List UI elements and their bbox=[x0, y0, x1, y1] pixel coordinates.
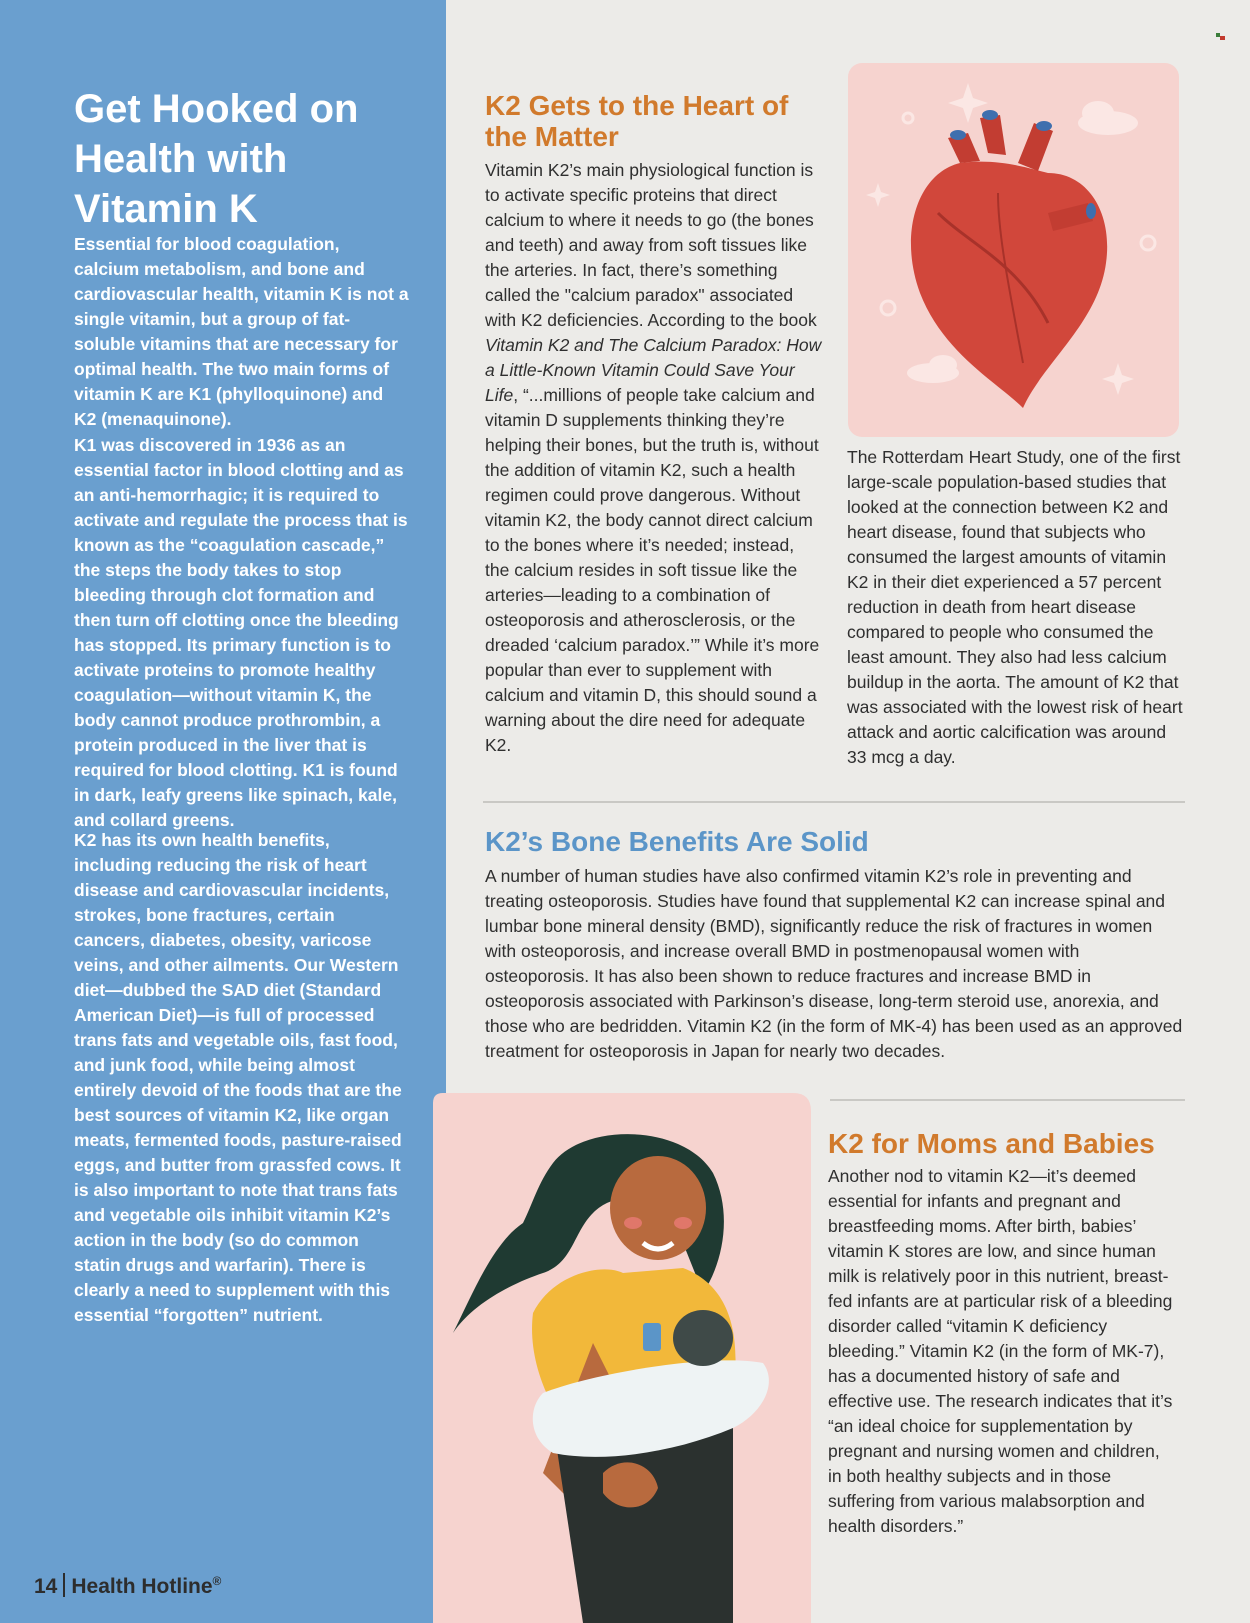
mother-baby-illustration bbox=[433, 1093, 811, 1623]
heart-section-text bbox=[485, 158, 823, 758]
heart-text-part-b: , “...millions of people take calcium and vitamin D supplements thinking they’re helping their bones, but the truth is, without the addition of vitamin K2, such a health regimen could prove dangerous. Without vitamin K2, the body cannot direct calcium to the bones where it’s needed; instead, the calcium resides in soft tissue like the arteries—leading to a combination of osteoporosis and atherosclerosis, or the dreaded ‘calcium paradox.’” While it’s more popular than ever to supplement with calcium and vitamin D, this should sound a warning about the dire need for adequate K2. bbox=[485, 385, 820, 755]
page-footer bbox=[34, 1573, 221, 1599]
k2-paragraph: K2 has its own health benefits, including reducing the risk of heart disease and cardiovascular incidents, strokes, bone fractures, certain cancers, diabetes, obesity, varicose veins, and other ailments. Our Western diet—dubbed the SAD diet (Standard American Diet)—is full of processed trans fats and vegetable oils, fast food, and junk food, while being almost entirely devoid of the foods that are the best sources of vitamin K2, like organ meats, fermented foods, pasture-raised eggs, and butter from grassfed cows. It is also important to note that trans fats and vegetable oils inhibit vitamin K2’s action in the body (so do common statin drugs and warfarin). There is clearly a need to supplement with this essential “forgotten” nutrient. bbox=[74, 830, 402, 1325]
bone-section-text: A number of human studies have also confirmed vitamin K2’s role in preventing and treating osteoporosis. Studies have found that supplemental K2 can increase spinal and lumbar bone mineral density (BMD), significantly reduce the risk of fractures in women with osteoporosis, and increase overall BMD in postmenopausal women with osteoporosis. It has also been shown to reduce fractures and increase BMD in osteoporosis associated with Parkinson’s disease, long-term steroid use, anorexia, and those who are bedridden. Vitamin K2 (in the form of MK-4) has been used as an approved treatment for osteoporosis in Japan for nearly two decades. bbox=[485, 866, 1183, 1061]
page-number: 14 bbox=[34, 1575, 58, 1598]
page-title: Get Hooked on Health with Vitamin K bbox=[74, 87, 359, 231]
heart-text-part-a: Vitamin K2’s main physiological function is to activate specific proteins that direct calcium to where it needs to go (the bones and teeth) and away from soft tissues like the arteries. In fact, there’s something called the "calcium paradox" associated with K2 deficiencies. According to the book bbox=[485, 160, 817, 330]
rotterdam-study-text: The Rotterdam Heart Study, one of the first large-scale population-based studies that looked at the connection between K2 and heart disease, found that subjects who consumed the largest amounts of vitamin K2 in their diet experienced a 57 percent reduction in death from heart disease compared to people who consumed the least amount. They also had less calcium buildup in the aorta. The amount of K2 that was associated with the lowest risk of heart attack and aortic calcification was around 33 mcg a day. bbox=[847, 447, 1183, 767]
moms-section-title: K2 for Moms and Babies bbox=[828, 1128, 1155, 1159]
section-divider-2 bbox=[830, 1099, 1185, 1101]
heart-illustration bbox=[848, 63, 1179, 437]
bone-section-title: K2’s Bone Benefits Are Solid bbox=[485, 826, 869, 857]
left-column bbox=[0, 0, 446, 1623]
book-title: Vitamin K2 and The Calcium Paradox: How a Little-Known Vitamin Could Save Your Life bbox=[485, 335, 822, 405]
moms-section-text: Another nod to vitamin K2—it’s deemed essential for infants and pregnant and breastfeeding moms. After birth, babies’ vitamin K stores are low, and since human milk is relatively poor in this nutrient, breast-fed infants are at particular risk of a bleeding disorder called “vitamin K deficiency bleeding.” Vitamin K2 (in the form of MK-7), has a documented history of safe and effective use. The research indicates that it’s “an ideal choice for supplementation by pregnant and nursing women and children, in both healthy subjects and in those suffering from various malabsorption and health disorders.” bbox=[828, 1166, 1173, 1536]
face-icon bbox=[610, 1156, 706, 1260]
footer-separator bbox=[63, 1573, 65, 1597]
intro-paragraph: Essential for blood coagulation, calcium metabolism, and bone and cardiovascular health, vitamin K is not a single vitamin, but a group of fat-soluble vitamins that are necessary for optimal health. The two main forms of vitamin K are K1 (phylloquinone) and K2 (menaquinone). bbox=[74, 234, 409, 429]
color-registration-icon bbox=[1216, 33, 1225, 40]
heart-section-title: K2 Gets to the Heart of the Matter bbox=[485, 90, 789, 152]
section-divider bbox=[483, 801, 1185, 803]
k1-paragraph: K1 was discovered in 1936 as an essential factor in blood clotting and as an anti-hemorrhagic; it is required to activate and regulate the process that is known as the “coagulation cascade,” the steps the body takes to stop bleeding through clot formation and then turn off clotting once the bleeding has stopped. Its primary function is to activate proteins to promote healthy coagulation—without vitamin K, the body cannot produce prothrombin, a protein produced in the liver that is required for blood clotting. K1 is found in dark, leafy greens like spinach, kale, and collard greens. bbox=[74, 435, 408, 830]
publication-name: Health Hotline bbox=[71, 1575, 213, 1598]
registered-mark: ® bbox=[212, 1574, 222, 1588]
